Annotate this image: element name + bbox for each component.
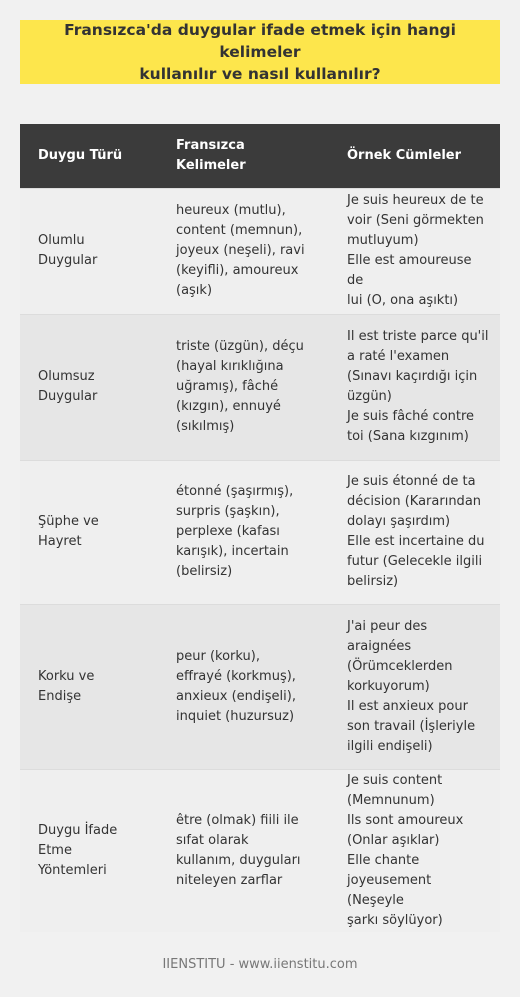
emotion-type-cell xyxy=(20,314,158,460)
cell-text-line: belirsiz) xyxy=(347,574,399,589)
cell-text-line: Olumlu xyxy=(38,233,85,248)
cell-text-line: (Örümceklerden xyxy=(347,658,453,674)
cell-text-line: joyeusement (Neşeyle xyxy=(347,872,432,908)
cell-text-line: être (olmak) fiili ile xyxy=(176,812,299,828)
cell-text-line: effrayé (korkmuş), xyxy=(176,668,296,684)
cell-text-line: şarkı söylüyor) xyxy=(347,912,443,928)
french-words-cell xyxy=(158,314,329,460)
table-header-row xyxy=(20,124,500,188)
cell-text-line: peur (korku), xyxy=(176,648,260,664)
cell-text-line: mutluyum) xyxy=(347,233,419,248)
cell-text-line: Elle est amoureuse de xyxy=(347,253,472,288)
cell-text-line: (Onlar aşıklar) xyxy=(347,832,440,848)
cell-text-line: son travail (İşleriyle xyxy=(347,718,476,734)
cell-text-line: décision (Kararından xyxy=(347,494,482,509)
title-banner xyxy=(20,20,500,84)
cell-text-line: étonné (şaşırmış), xyxy=(176,484,294,499)
cell-text-line: Hayret xyxy=(38,534,82,549)
cell-text-line: korkuyorum) xyxy=(347,678,430,694)
table-row xyxy=(20,460,500,604)
cell-text-line: Il est triste parce qu'il xyxy=(347,329,489,344)
cell-text-line: dolayı şaşırdım) xyxy=(347,514,451,529)
cell-text-line: niteleyen zarflar xyxy=(176,872,283,888)
cell-text-line: perplexe (kafası xyxy=(176,524,280,539)
cell-text-line: Duygu İfade xyxy=(38,822,118,838)
cell-text-line: uğramış), fâché xyxy=(176,379,279,394)
example-sentences-cell xyxy=(329,188,500,314)
cell-text-line: (Memnunum) xyxy=(347,792,435,808)
table-row xyxy=(20,314,500,460)
cell-text-line: (sıkılmış) xyxy=(176,419,235,434)
french-words-cell xyxy=(158,604,329,769)
cell-text-line: karışık), incertain xyxy=(176,544,289,559)
title-line-2: kullanılır ve nasıl kullanılır? xyxy=(139,65,381,83)
page-title xyxy=(38,19,482,85)
cell-text-line: Duygular xyxy=(38,253,98,268)
cell-text-line: Il est anxieux pour xyxy=(347,698,468,714)
emotion-type-cell xyxy=(20,769,158,932)
cell-text-line: Olumsuz xyxy=(38,369,95,384)
cell-text-line: Endişe xyxy=(38,688,82,704)
cell-text-line: inquiet (huzursuz) xyxy=(176,708,295,724)
french-words-cell xyxy=(158,460,329,604)
emotion-type-cell xyxy=(20,188,158,314)
header-emotion-type: Duygu Türü xyxy=(20,124,158,188)
header-french-words-line: Kelimeler xyxy=(176,157,246,173)
cell-text-line: Je suis heureux de te xyxy=(347,193,484,208)
cell-text-line: futur (Gelecekle ilgili xyxy=(347,554,483,569)
cell-text-line: lui (O, ona aşıktı) xyxy=(347,293,459,308)
footer-credit: IIENSTITU - www.iienstitu.com xyxy=(162,957,358,972)
cell-text-line: anxieux (endişeli), xyxy=(176,688,296,704)
cell-text-line: joyeux (neşeli), ravi xyxy=(176,243,305,258)
cell-text-line: (belirsiz) xyxy=(176,564,233,579)
cell-text-line: a raté l'examen xyxy=(347,349,450,364)
cell-text-line: Ils sont amoureux xyxy=(347,812,464,828)
cell-text-line: Yöntemleri xyxy=(38,862,107,878)
french-words-cell xyxy=(158,188,329,314)
cell-text-line: kullanım, duyguları xyxy=(176,852,301,868)
cell-text-line: (kızgın), ennuyé xyxy=(176,399,281,414)
title-line-1: Fransızca'da duygular ifade etmek için hangi kelimeler xyxy=(64,21,456,61)
cell-text-line: Şüphe ve xyxy=(38,514,99,529)
example-sentences-cell xyxy=(329,604,500,769)
emotions-table xyxy=(20,124,500,932)
french-words-cell xyxy=(158,769,329,932)
cell-text-line: heureux (mutlu), xyxy=(176,203,286,218)
cell-text-line: sıfat olarak xyxy=(176,832,249,848)
cell-text-line: Je suis fâché contre xyxy=(347,409,475,424)
cell-text-line: araignées xyxy=(347,638,412,654)
cell-text-line: Je suis étonné de ta xyxy=(347,474,476,489)
cell-text-line: triste (üzgün), déçu xyxy=(176,339,304,354)
cell-text-line: voir (Seni görmekten xyxy=(347,213,484,228)
cell-text-line: J'ai peur des xyxy=(347,618,428,634)
cell-text-line: ilgili endişeli) xyxy=(347,738,433,754)
cell-text-line: Elle est incertaine du xyxy=(347,534,485,549)
cell-text-line: Je suis content xyxy=(347,772,443,788)
table-row xyxy=(20,769,500,932)
cell-text-line: Duygular xyxy=(38,389,98,404)
example-sentences-cell xyxy=(329,460,500,604)
cell-text-line: Korku ve xyxy=(38,668,95,684)
example-sentences-cell xyxy=(329,769,500,932)
cell-text-line: (keyifli), amoureux xyxy=(176,263,299,278)
cell-text-line: (aşık) xyxy=(176,283,213,298)
emotion-type-cell xyxy=(20,460,158,604)
table-row xyxy=(20,188,500,314)
header-french-words-line: Fransızca xyxy=(176,137,245,153)
cell-text-line: üzgün) xyxy=(347,389,392,404)
example-sentences-cell xyxy=(329,314,500,460)
cell-text-line: Elle chante xyxy=(347,852,420,868)
emotion-type-cell xyxy=(20,604,158,769)
header-example-sentences: Örnek Cümleler xyxy=(329,124,500,188)
header-french-words xyxy=(158,124,329,188)
table-row xyxy=(20,604,500,769)
cell-text-line: (hayal kırıklığına xyxy=(176,359,284,374)
cell-text-line: toi (Sana kızgınım) xyxy=(347,429,469,444)
cell-text-line: content (memnun), xyxy=(176,223,303,238)
cell-text-line: surpris (şaşkın), xyxy=(176,504,280,519)
cell-text-line: Etme xyxy=(38,842,72,858)
cell-text-line: (Sınavı kaçırdığı için xyxy=(347,369,478,384)
